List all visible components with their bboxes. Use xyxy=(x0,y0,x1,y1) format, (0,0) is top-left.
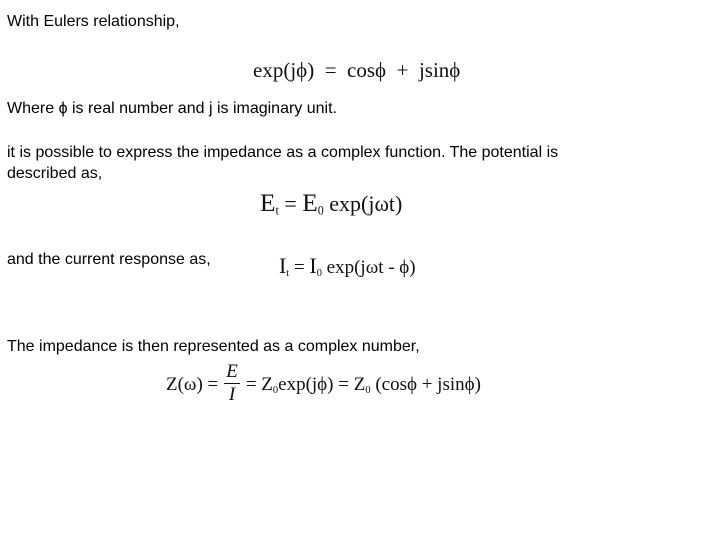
potential-subscript-t: t xyxy=(275,203,279,218)
impedance-lhs: Z(ω) = xyxy=(166,373,219,395)
euler-plus: + xyxy=(396,58,409,82)
potential-symbol: E xyxy=(260,189,276,217)
current-intro-text: and the current response as, xyxy=(7,251,211,268)
impedance-subscript-1: 0 xyxy=(272,384,279,396)
current-symbol: I xyxy=(279,254,287,278)
fraction-denominator: I xyxy=(228,384,236,405)
impedance-fraction xyxy=(224,361,240,406)
current-equals: = xyxy=(293,257,305,278)
potential-intro-text: described as, xyxy=(7,165,103,182)
current-amplitude: I xyxy=(309,254,317,278)
intro-text: With Eulers relationship, xyxy=(7,13,180,30)
euler-equation xyxy=(253,58,460,83)
impedance-intro-text: it is possible to express the impedance as a complex function. The potential is xyxy=(7,144,559,161)
current-equation xyxy=(279,254,416,279)
euler-equals: = xyxy=(324,58,337,82)
potential-equals: = xyxy=(284,191,297,216)
potential-exp: exp(jωt) xyxy=(329,191,403,216)
fraction-numerator: E xyxy=(226,361,238,382)
current-subscript-0: 0 xyxy=(316,268,322,280)
impedance-equation xyxy=(166,363,481,408)
euler-cos: cosϕ xyxy=(347,58,387,82)
impedance-tail: (cosϕ + jsinϕ) xyxy=(375,373,481,395)
potential-subscript-0: 0 xyxy=(317,203,324,218)
impedance-mid: exp(jϕ) = Z xyxy=(278,373,366,395)
complex-number-text: The impedance is then represented as a complex number, xyxy=(7,338,420,355)
potential-amplitude: E xyxy=(302,189,318,217)
current-subscript-t: t xyxy=(286,268,290,280)
potential-equation xyxy=(260,189,402,219)
euler-jsin: jsinϕ xyxy=(418,58,461,82)
phi-definition-text: Where ϕ is real number and j is imaginary unit. xyxy=(7,100,337,117)
impedance-eq2: = Z xyxy=(245,373,273,395)
euler-lhs: exp(jϕ) xyxy=(253,58,315,82)
current-exp: exp(jωt - ϕ) xyxy=(326,257,416,278)
impedance-subscript-2: 0 xyxy=(365,384,371,396)
